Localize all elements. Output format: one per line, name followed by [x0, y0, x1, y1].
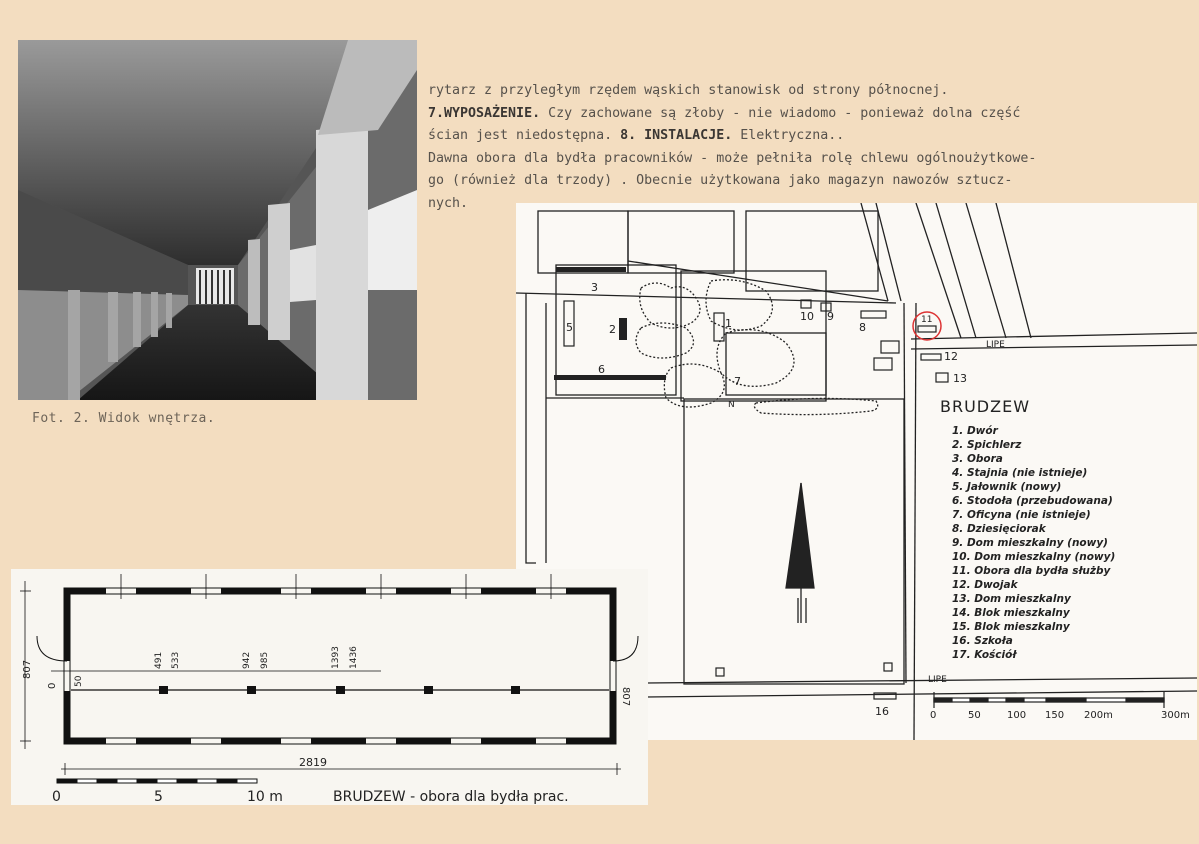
- legend-item: 8. Dziesięciorak: [952, 523, 1046, 535]
- map-number: 8: [859, 321, 866, 334]
- dim-label: 491: [154, 651, 164, 669]
- legend-item: 17. Kościół: [952, 649, 1017, 661]
- legend-item: 11. Obora dla bydła służby: [952, 565, 1111, 577]
- text-span: Elektryczna..: [732, 128, 845, 143]
- map-number: 12: [944, 350, 958, 363]
- legend-item: 12. Dwojak: [952, 579, 1018, 591]
- dim-label: 942: [242, 651, 252, 669]
- legend-item: 5. Jałownik (nowy): [952, 481, 1062, 493]
- dim-height-right: 807: [620, 687, 631, 707]
- map-number: 13: [953, 372, 967, 385]
- dim-length: 2819: [299, 756, 327, 769]
- map-number: 5: [566, 321, 573, 334]
- dim-height-left: 807: [22, 659, 33, 679]
- legend-item: 6. Stodoła (przebudowana): [952, 495, 1113, 507]
- dim-label: 1436: [349, 646, 359, 669]
- scale-label: 100: [1007, 710, 1027, 721]
- scale-label: 150: [1045, 710, 1065, 721]
- description-text: [428, 80, 1178, 215]
- dim-label: 0: [47, 682, 58, 689]
- dim-label: 50: [74, 675, 84, 687]
- legend-item: 1. Dwór: [952, 425, 998, 437]
- map-number: 7: [734, 375, 741, 388]
- scale-label: 200m: [1084, 710, 1113, 721]
- scale-label: 0: [930, 710, 937, 721]
- map-number: 10: [800, 310, 814, 323]
- road-label: LIPE: [986, 340, 1005, 350]
- interior-photo: [18, 40, 417, 400]
- legend-item: 3. Obora: [952, 453, 1003, 465]
- road-label: LIPE: [928, 675, 947, 685]
- legend-item: 15. Blok mieszkalny: [952, 621, 1070, 633]
- dim-label: 1393: [331, 646, 341, 669]
- plan-scale-label: 0: [52, 789, 61, 805]
- place-name: BRUDZEW: [940, 397, 1031, 416]
- text-line: Dawna obora dla bydła pracowników - może pełniła rolę chlewu ogólnoużytkowe-: [428, 150, 1037, 166]
- text-line: [428, 125, 1178, 148]
- legend-item: 2. Spichlerz: [952, 439, 1022, 451]
- legend-item: 10. Dom mieszkalny (nowy): [952, 551, 1116, 563]
- plan-scale-label: 10 m: [247, 789, 283, 805]
- building-plan: [11, 569, 648, 805]
- north-label: N: [728, 400, 735, 410]
- legend-item: 9. Dom mieszkalny (nowy): [952, 537, 1108, 549]
- legend-item: 4. Stajnia (nie istnieje): [952, 467, 1088, 479]
- text-line: nych.: [428, 195, 469, 211]
- text-span: ścian jest niedostępna.: [428, 128, 613, 143]
- dim-label: 533: [171, 651, 181, 669]
- map-number: 11: [921, 315, 933, 325]
- map-number: 3: [591, 281, 598, 294]
- text-line: rytarz z przyległym rzędem wąskich stanowisk od strony północnej.: [428, 83, 949, 98]
- scale-label: 300m: [1161, 710, 1190, 721]
- text-line: [428, 103, 1178, 126]
- scale-label: 50: [968, 710, 981, 721]
- map-number: 16: [875, 705, 889, 718]
- text-line: go (również dla trzody) . Obecnie użytkowana jako magazyn nawozów sztucz-: [428, 173, 1013, 188]
- text-span: Czy zachowane są złoby - nie wiadomo - ponieważ dolna część: [540, 105, 1021, 121]
- photo-caption: Fot. 2. Widok wnętrza.: [32, 411, 216, 426]
- map-number: 2: [609, 323, 616, 336]
- map-number: 1: [725, 317, 732, 330]
- legend-item: 13. Dom mieszkalny: [952, 593, 1071, 605]
- section-heading: 8. INSTALACJE.: [612, 128, 733, 143]
- section-heading: 7.WYPOSAŻENIE.: [428, 105, 541, 121]
- plan-scale-label: 5: [154, 789, 163, 805]
- map-number: 6: [598, 363, 605, 376]
- map-number: 9: [827, 310, 834, 323]
- legend-item: 16. Szkoła: [952, 635, 1013, 647]
- plan-title: BRUDZEW - obora dla bydła prac.: [333, 789, 569, 805]
- legend-item: 14. Blok mieszkalny: [952, 607, 1070, 619]
- legend-item: 7. Oficyna (nie istnieje): [952, 509, 1091, 521]
- dim-label: 985: [260, 651, 270, 669]
